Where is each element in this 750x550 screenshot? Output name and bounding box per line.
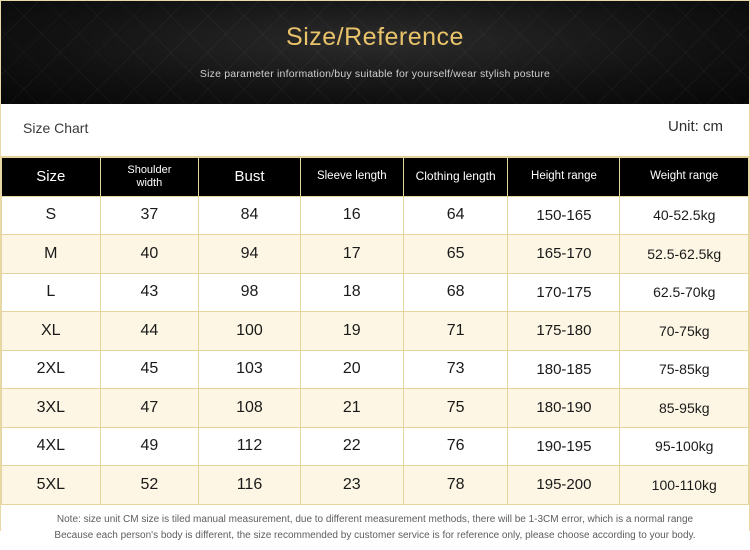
cell-weight: 40-52.5kg bbox=[620, 196, 749, 235]
cell-clothing: 73 bbox=[403, 350, 508, 389]
cell-size: L bbox=[2, 273, 101, 312]
table-row bbox=[2, 312, 749, 351]
header-shoulder-line2: width bbox=[136, 176, 163, 189]
cell-weight: 95-100kg bbox=[620, 427, 749, 466]
cell-height: 180-185 bbox=[508, 350, 620, 389]
chart-title-bar bbox=[1, 104, 749, 157]
unit-label: Unit: cm bbox=[667, 118, 723, 135]
cell-height: 170-175 bbox=[508, 273, 620, 312]
header-clothing-length bbox=[403, 158, 508, 197]
header-shoulder-width bbox=[100, 158, 199, 197]
cell-shoulder: 40 bbox=[100, 235, 199, 274]
cell-sleeve: 16 bbox=[300, 196, 403, 235]
table-row bbox=[2, 389, 749, 428]
cell-shoulder: 37 bbox=[100, 196, 199, 235]
cell-sleeve: 20 bbox=[300, 350, 403, 389]
header-clothing-label: Clothing length bbox=[415, 168, 496, 183]
header-bust bbox=[199, 158, 301, 197]
cell-clothing: 64 bbox=[403, 196, 508, 235]
cell-sleeve: 17 bbox=[300, 235, 403, 274]
table-row bbox=[2, 350, 749, 389]
cell-size: M bbox=[2, 235, 101, 274]
cell-size: S bbox=[2, 196, 101, 235]
size-table bbox=[1, 157, 749, 505]
cell-height: 165-170 bbox=[508, 235, 620, 274]
cell-clothing: 71 bbox=[403, 312, 508, 351]
cell-clothing: 75 bbox=[403, 389, 508, 428]
cell-weight: 52.5-62.5kg bbox=[620, 235, 749, 274]
header-height-label: Height range bbox=[531, 170, 597, 183]
page-title: Size/Reference bbox=[286, 23, 464, 51]
cell-size: 4XL bbox=[2, 427, 101, 466]
header-size-label: Size bbox=[36, 168, 66, 186]
cell-size: 2XL bbox=[2, 350, 101, 389]
cell-height: 175-180 bbox=[508, 312, 620, 351]
cell-bust: 108 bbox=[199, 389, 301, 428]
size-chart-label: Size Chart bbox=[23, 120, 89, 136]
cell-sleeve: 23 bbox=[300, 466, 403, 505]
cell-bust: 94 bbox=[199, 235, 301, 274]
cell-bust: 116 bbox=[199, 466, 301, 505]
table-row bbox=[2, 196, 749, 235]
table-header-row bbox=[2, 158, 749, 197]
table-row bbox=[2, 273, 749, 312]
cell-sleeve: 19 bbox=[300, 312, 403, 351]
cell-shoulder: 43 bbox=[100, 273, 199, 312]
note-line-2: Because each person's body is different, the size recommended by customer service is for reference only, please choose according to your body. bbox=[54, 529, 696, 541]
cell-size: 3XL bbox=[2, 389, 101, 428]
cell-sleeve: 18 bbox=[300, 273, 403, 312]
header-bust-label: Bust bbox=[234, 168, 265, 186]
table-row bbox=[2, 466, 749, 505]
measurement-note bbox=[1, 505, 749, 550]
header-size bbox=[2, 158, 101, 197]
cell-clothing: 78 bbox=[403, 466, 508, 505]
header-weight-label: Weight range bbox=[650, 170, 719, 183]
cell-clothing: 65 bbox=[403, 235, 508, 274]
cell-height: 150-165 bbox=[508, 196, 620, 235]
cell-height: 180-190 bbox=[508, 389, 620, 428]
header-sleeve-label: Sleeve length bbox=[316, 170, 387, 183]
cell-bust: 112 bbox=[199, 427, 301, 466]
page-header bbox=[1, 1, 749, 104]
cell-sleeve: 22 bbox=[300, 427, 403, 466]
cell-bust: 100 bbox=[199, 312, 301, 351]
cell-height: 195-200 bbox=[508, 466, 620, 505]
page-subtitle: Size parameter information/buy suitable for yourself/wear stylish posture bbox=[199, 68, 551, 80]
cell-bust: 103 bbox=[199, 350, 301, 389]
cell-weight: 70-75kg bbox=[620, 312, 749, 351]
header-shoulder-line1: Shoulder bbox=[127, 164, 172, 177]
header-weight-range bbox=[620, 158, 749, 197]
table-body bbox=[2, 196, 749, 504]
cell-sleeve: 21 bbox=[300, 389, 403, 428]
cell-shoulder: 44 bbox=[100, 312, 199, 351]
cell-shoulder: 47 bbox=[100, 389, 199, 428]
cell-weight: 100-110kg bbox=[620, 466, 749, 505]
cell-size: XL bbox=[2, 312, 101, 351]
cell-shoulder: 49 bbox=[100, 427, 199, 466]
cell-height: 190-195 bbox=[508, 427, 620, 466]
header-sleeve-length bbox=[300, 158, 403, 197]
cell-weight: 62.5-70kg bbox=[620, 273, 749, 312]
cell-shoulder: 45 bbox=[100, 350, 199, 389]
cell-size: 5XL bbox=[2, 466, 101, 505]
table-row bbox=[2, 427, 749, 466]
cell-clothing: 76 bbox=[403, 427, 508, 466]
note-line-1: Note: size unit CM size is tiled manual measurement, due to different measurement methods, there will be 1-3CM error, which is a normal range bbox=[56, 513, 694, 525]
cell-clothing: 68 bbox=[403, 273, 508, 312]
cell-weight: 75-85kg bbox=[620, 350, 749, 389]
header-height-range bbox=[508, 158, 620, 197]
cell-bust: 98 bbox=[199, 273, 301, 312]
cell-shoulder: 52 bbox=[100, 466, 199, 505]
cell-weight: 85-95kg bbox=[620, 389, 749, 428]
table-row bbox=[2, 235, 749, 274]
cell-bust: 84 bbox=[199, 196, 301, 235]
